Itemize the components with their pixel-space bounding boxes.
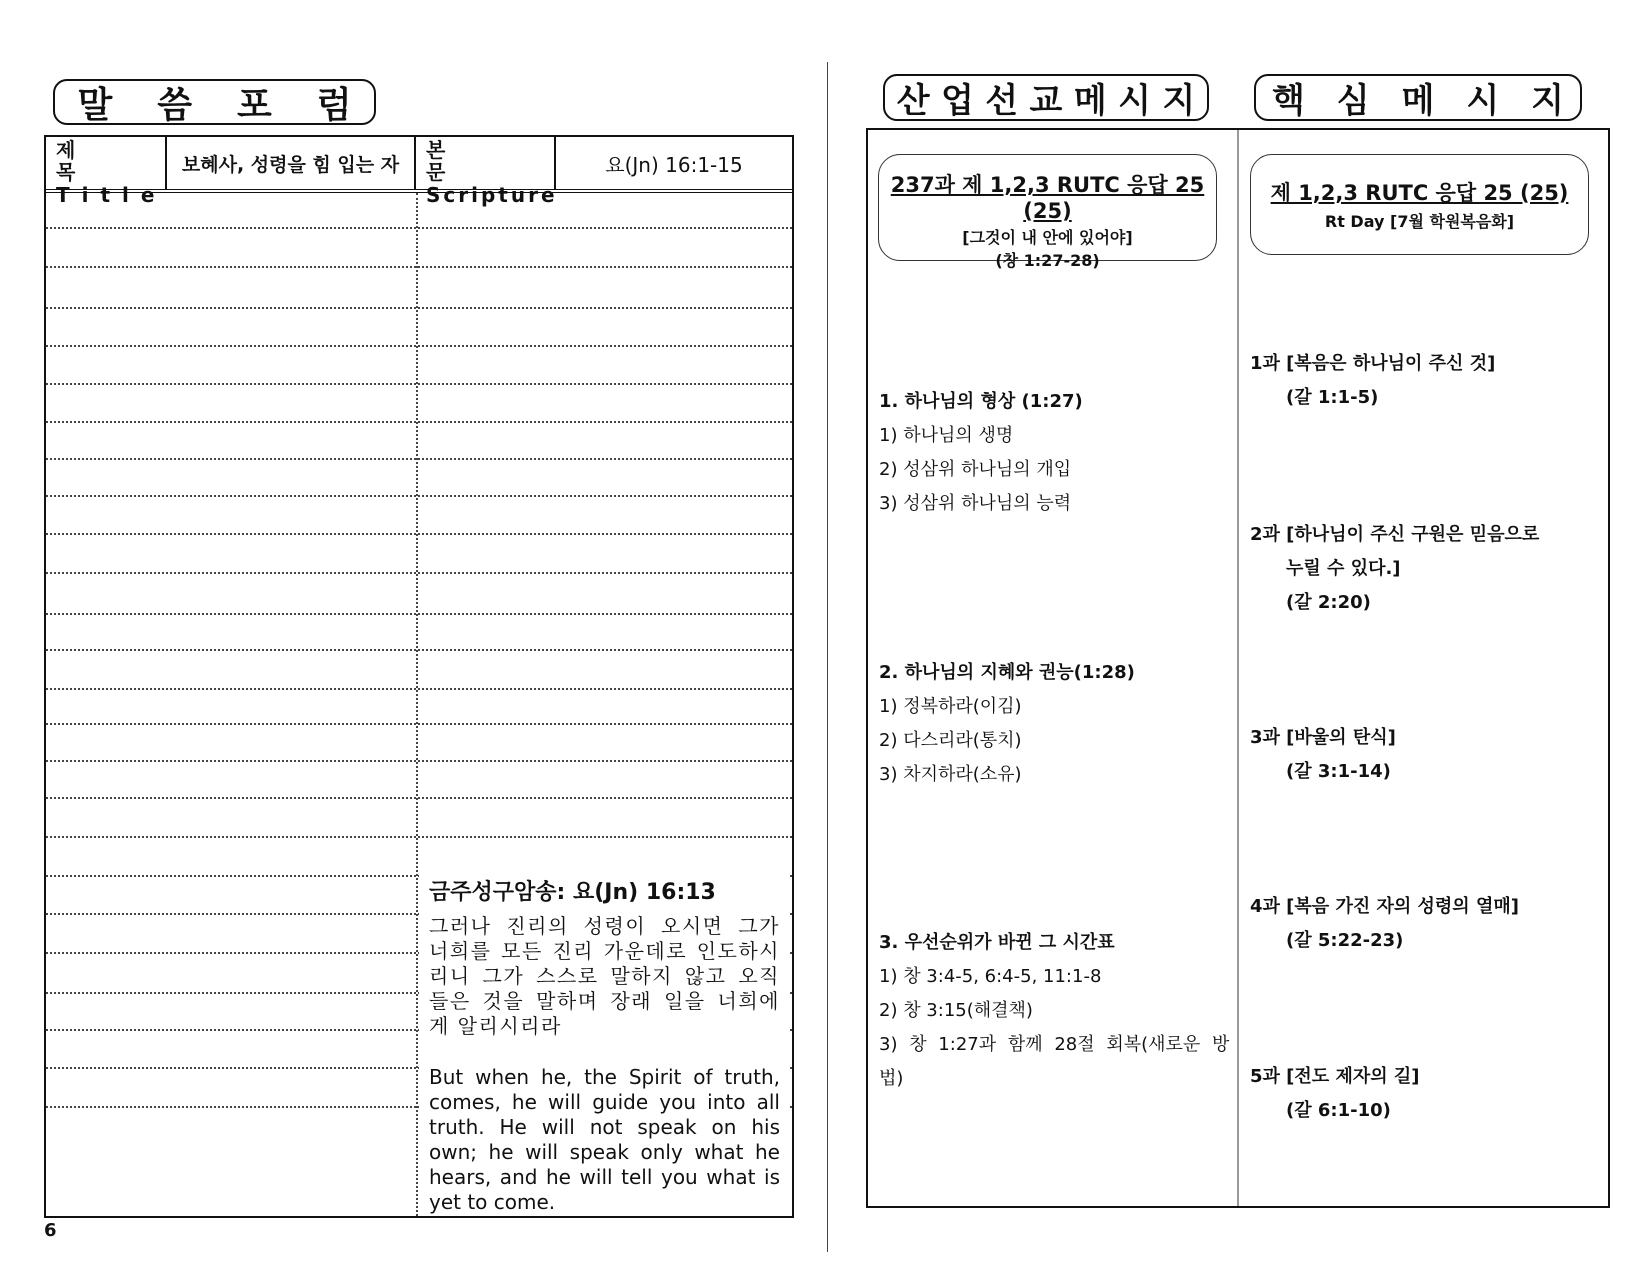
header-char: 말 xyxy=(77,84,113,126)
lesson-item-title: 1과 [복음은 하나님이 주신 것] xyxy=(1250,353,1496,374)
lesson-item-ref: (갈 6:1-10) xyxy=(1286,1100,1391,1121)
outline-item: 2) 다스리라(통치) xyxy=(879,730,1022,751)
lesson-item-ref: (갈 5:22-23) xyxy=(1286,930,1404,951)
table-header xyxy=(46,137,792,207)
core-title: 제 1,2,3 RUTC 응답 25 (25) xyxy=(1270,181,1569,205)
page-number: 6 xyxy=(44,1220,57,1241)
lesson-subtitle: [그것이 내 안에 있어야] xyxy=(962,228,1133,247)
note-line xyxy=(46,266,792,268)
lesson-item-title: 3과 [바울의 탄식] xyxy=(1250,727,1396,748)
note-line xyxy=(46,421,792,423)
header-char: 핵 xyxy=(1271,81,1305,121)
scripture-value-cell xyxy=(556,137,792,189)
title-value-cell xyxy=(167,137,416,189)
note-line xyxy=(46,495,792,497)
sermon-title: 보혜사, 성령을 힘 입는 자 xyxy=(181,153,400,176)
notes-table xyxy=(44,135,794,1218)
sermon-forum-header xyxy=(53,79,376,125)
header-char: 지 xyxy=(1162,81,1196,121)
lesson-item-title: 누릴 수 있다.] xyxy=(1286,558,1401,579)
note-line xyxy=(46,723,792,725)
outline-heading: 1. 하나님의 형상 (1:27) xyxy=(879,391,1083,412)
note-line xyxy=(46,836,792,838)
note-line xyxy=(46,613,792,615)
note-line xyxy=(46,572,792,574)
header-char: 선 xyxy=(985,81,1019,121)
memory-verse-block xyxy=(419,875,790,1215)
header-char: 메 xyxy=(1073,81,1107,121)
memory-verse-english: But when he, the Spirit of truth, comes, he will guide you into all truth. He will not speak on his own; he will speak only what he hears, and he will tell you what is yet to come. xyxy=(429,1065,780,1214)
column-divider xyxy=(416,193,418,1216)
note-line xyxy=(46,688,792,690)
outline-item: 1) 하나님의 생명 xyxy=(879,425,1014,446)
note-line xyxy=(46,227,792,229)
outline-item: 1) 창 3:4-5, 6:4-5, 11:1-8 xyxy=(879,966,1102,987)
lesson-title-box xyxy=(878,154,1217,270)
outline-item: 2) 성삼위 하나님의 개입 xyxy=(879,459,1072,480)
note-line xyxy=(46,649,792,651)
note-line xyxy=(46,533,792,535)
note-line xyxy=(46,345,792,347)
lesson-item-title: 2과 [하나님이 주신 구원은 믿음으로 xyxy=(1250,524,1540,545)
memory-verse-heading: 금주성구암송: 요(Jn) 16:13 xyxy=(429,880,716,905)
note-line xyxy=(46,383,792,385)
lesson-title: 237과 제 1,2,3 RUTC 응답 25 (25) xyxy=(890,173,1205,223)
outline-item: 3) 성삼위 하나님의 능력 xyxy=(879,493,1072,514)
header-char: 지 xyxy=(1531,81,1565,121)
page-gutter-line xyxy=(827,62,828,1252)
industrial-mission-message-header xyxy=(883,74,1209,121)
outline-item: 1) 정복하라(이김) xyxy=(879,696,1022,717)
lesson-item-ref: (갈 2:20) xyxy=(1286,592,1371,613)
header-char: 씀 xyxy=(157,84,193,126)
lesson-item-title: 4과 [복음 가진 자의 성령의 열매] xyxy=(1250,896,1519,917)
lesson-item-ref: (갈 1:1-5) xyxy=(1286,387,1379,408)
header-char: 업 xyxy=(940,81,974,121)
header-char: 산 xyxy=(896,81,930,121)
outline-item: 3) 차지하라(소유) xyxy=(879,764,1022,785)
lesson-item-title: 5과 [전도 제자의 길] xyxy=(1250,1066,1420,1087)
core-title-box xyxy=(1250,154,1589,255)
title-label-ko: 제 목 xyxy=(56,138,120,184)
header-char: 시 xyxy=(1466,81,1500,121)
scripture-label-en: Scripture xyxy=(426,183,558,207)
note-line xyxy=(46,307,792,309)
outline-heading: 3. 우선순위가 바뀐 그 시간표 xyxy=(879,932,1115,953)
header-char: 메 xyxy=(1401,81,1435,121)
header-char: 시 xyxy=(1118,81,1151,121)
outline-heading: 2. 하나님의 지혜와 권능(1:28) xyxy=(879,662,1135,683)
outline-item: 2) 창 3:15(해결책) xyxy=(879,1000,1033,1021)
header-char: 포 xyxy=(236,84,272,126)
header-char: 심 xyxy=(1336,81,1370,121)
scripture-label-ko: 본 문 xyxy=(426,138,512,184)
scripture-label-cell xyxy=(416,137,558,207)
note-line xyxy=(46,797,792,799)
core-message-header xyxy=(1254,74,1582,121)
note-line xyxy=(46,760,792,762)
scripture-ref: 요(Jn) 16:1-15 xyxy=(605,152,743,177)
memory-verse-korean: 그러나 진리의 성령이 오시면 그가 너희를 모든 진리 가운데로 인도하시리니 그가 스스로 말하지 않고 오직 들은 것을 말하며 장래 일을 너희에게 알리시리라 xyxy=(429,914,780,1038)
note-line xyxy=(46,458,792,460)
title-label-cell xyxy=(46,137,167,207)
outline-item: 3) 창 1:27과 함께 28절 회복(새로운 방 xyxy=(879,1034,1230,1055)
outline-item: 법) xyxy=(879,1068,904,1089)
header-char: 럼 xyxy=(316,84,352,126)
lesson-item-ref: (갈 3:1-14) xyxy=(1286,761,1391,782)
header-char: 교 xyxy=(1029,81,1063,121)
message-content-box xyxy=(866,128,1610,1208)
column-divider xyxy=(1237,130,1239,1206)
title-label-en: Title xyxy=(56,183,167,207)
lesson-reference: (창 1:27-28) xyxy=(995,251,1100,270)
core-subtitle: Rt Day [7월 학원복음화] xyxy=(1324,212,1515,231)
